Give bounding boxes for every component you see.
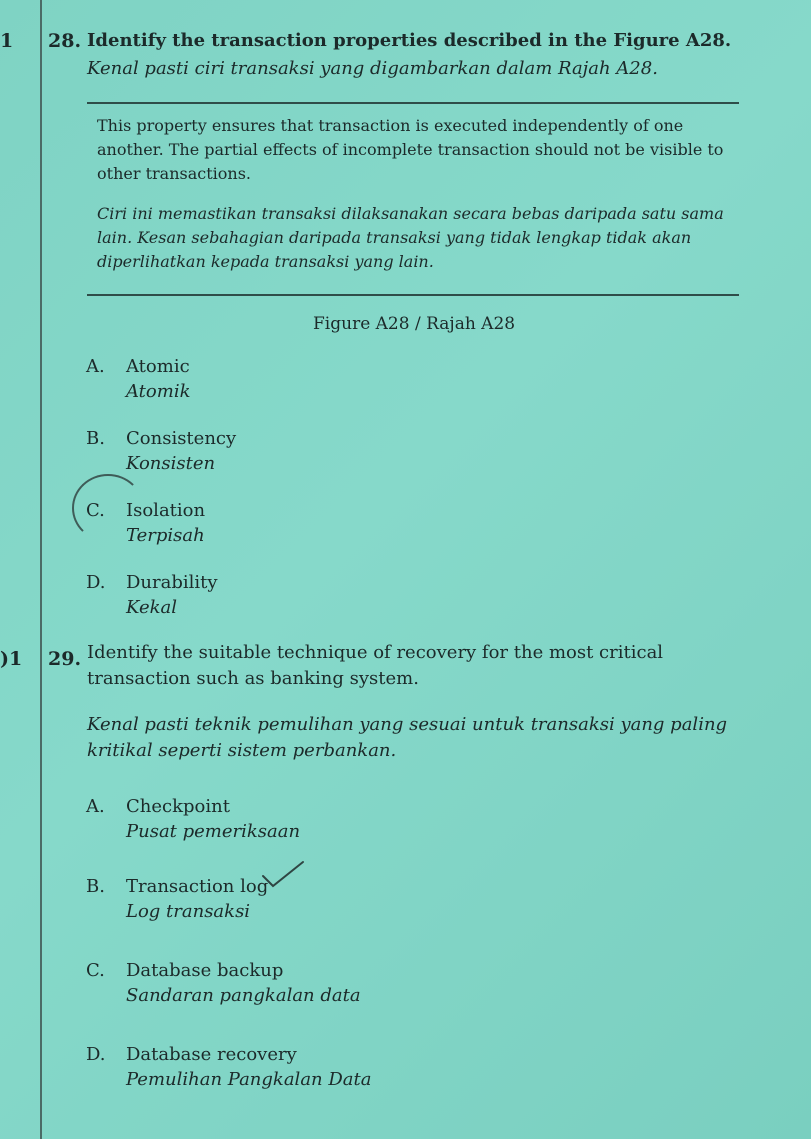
option-text-ms: Kekal [126,597,178,618]
option-letter: D. [86,572,106,593]
question-28-number: 28. [48,30,82,52]
figure-text-en: This property ensures that transaction is executed independently of one another. The partial effects of incomplete transaction should not be visible to other transactions. [97,116,724,183]
q29-option-a[interactable] [86,796,300,842]
figure-text-ms: Ciri ini memastikan transaksi dilaksanakan secara bebas daripada satu sama lain. Kesan sebahagian daripada transaksi yang tidak lengkap tidak akan diperlihatkan kepada transaksi yang lain. [97,204,724,271]
q28-option-d[interactable] [86,572,218,618]
q28-option-c[interactable] [86,500,205,546]
q29-option-b[interactable] [86,876,268,922]
option-letter: B. [86,876,105,897]
option-text-ms: Pemulihan Pangkalan Data [126,1069,372,1090]
option-text-en: Database backup [126,960,284,981]
margin-mark-q29: )1 [0,648,23,670]
option-text-en: Durability [126,572,218,593]
option-text-en: Checkpoint [126,796,230,817]
option-letter: C. [86,500,105,521]
q29-option-c[interactable] [86,960,361,1006]
figure-caption: Figure A28 / Rajah A28 [313,314,516,334]
question-28-text-ms: Kenal pasti ciri transaksi yang digambarkan dalam Rajah A28. [87,58,658,79]
option-letter: B. [86,428,105,449]
option-letter: C. [86,960,105,981]
question-29-text-ms: Kenal pasti teknik pemulihan yang sesuai untuk transaksi yang paling kritikal seperti sistem perbankan. [87,714,728,761]
option-text-en: Consistency [126,428,237,449]
option-text-ms: Pusat pemeriksaan [126,821,301,842]
option-letter: A. [86,796,105,817]
figure-a28-box [87,102,739,296]
question-29-number: 29. [48,648,82,670]
checkmark-icon [261,860,305,890]
option-text-ms: Log transaksi [126,901,251,922]
option-letter: D. [86,1044,106,1065]
option-text-ms: Konsisten [126,453,216,474]
margin-mark-top: 1 [0,30,14,52]
option-text-en: Isolation [126,500,206,521]
option-text-ms: Atomik [126,381,191,402]
margin-line [40,0,42,1139]
option-text-en: Transaction log [126,876,269,897]
q28-option-b[interactable] [86,428,236,474]
option-text-en: Atomic [126,356,190,377]
option-text-ms: Sandaran pangkalan data [126,985,361,1006]
option-text-ms: Terpisah [126,525,205,546]
q29-option-d[interactable] [86,1044,372,1090]
q28-option-a[interactable] [86,356,191,402]
question-28-text-en: Identify the transaction properties described in the Figure A28. [87,30,732,51]
option-text-en: Database recovery [126,1044,297,1065]
option-letter: A. [86,356,105,377]
question-29-text-en: Identify the suitable technique of recovery for the most critical transaction such as banking system. [87,642,664,689]
